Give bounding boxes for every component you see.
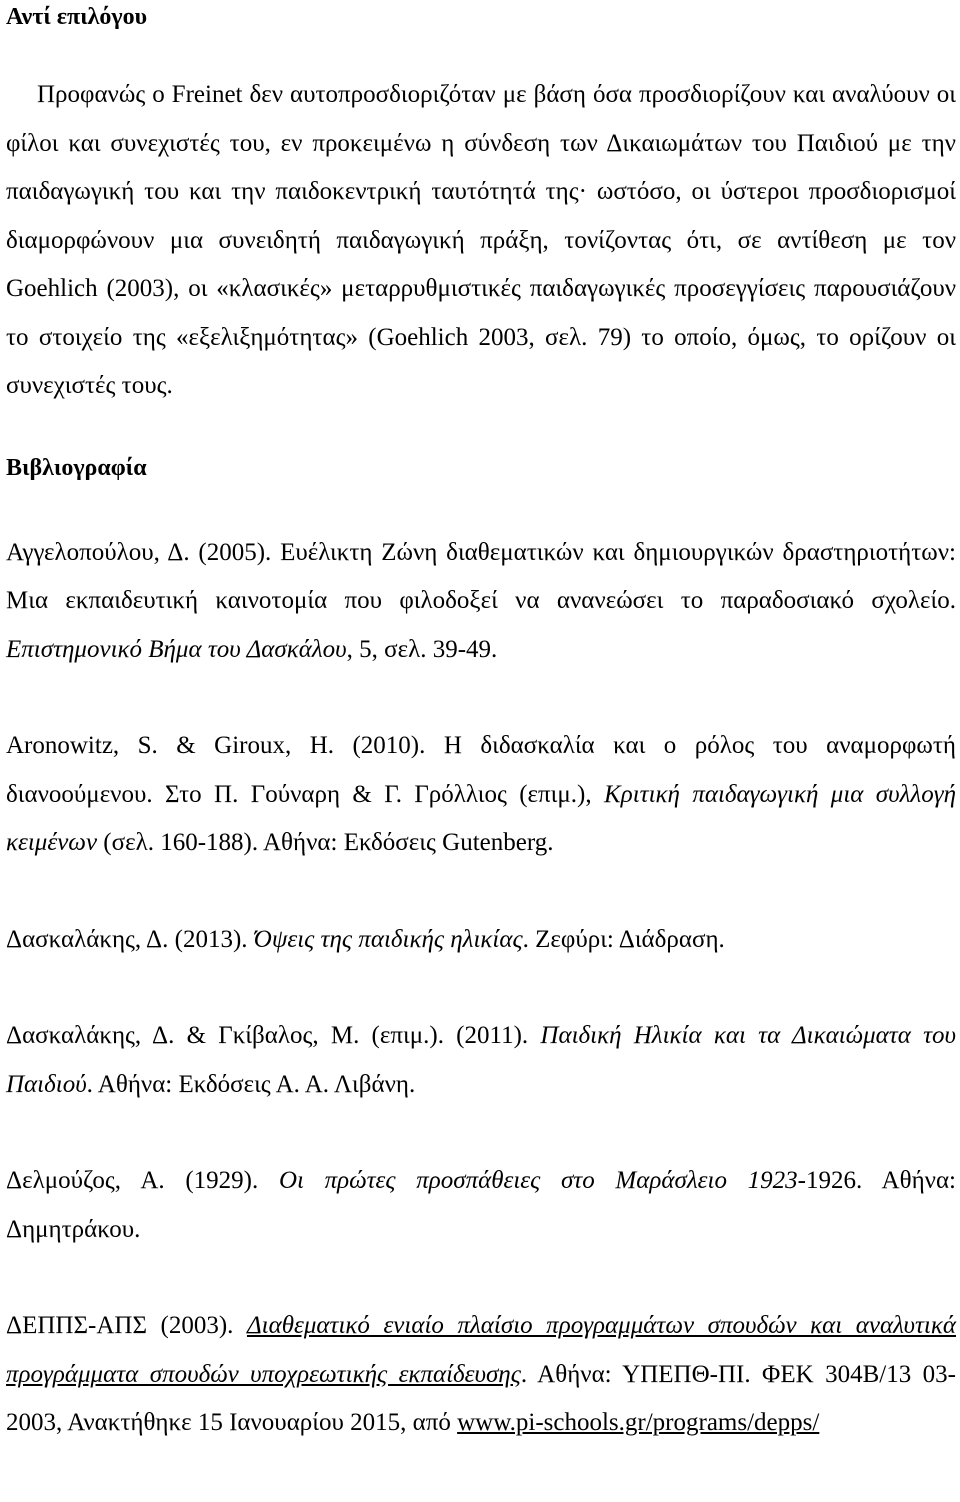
body-paragraph: Προφανώς ο Freinet δεν αυτοπροσδιοριζόταν με βάση όσα προσδιορίζουν και αναλύουν οι φίλοι και συνεχιστές του, εν προκειμένω η σύνδεση των Δικαιωμάτων του Παιδιού με την παιδαγωγική του και την παιδοκεντρική ταυτότητά της· ωστόσο, οι ύστεροι προσδιορισμοί διαμορφώνουν μια συνειδητή παιδαγωγική πράξη, τονίζοντας ότι, σε αντίθεση με τον Goehlich (2003), οι «κλασικές» μεταρρυθμιστικές παιδαγωγικές προσεγγίσεις παρουσιάζουν το στοιχείο της «εξελιξημότητας» (Goehlich 2003, σελ. 79) το οποίο, όμως, το ορίζουν οι συνεχιστές τους. [6, 81, 956, 399]
reference-link[interactable]: www.pi-schools.gr/programs/depps/ [457, 1409, 820, 1436]
section-heading: Αντί επιλόγου [6, 4, 148, 30]
bibliography-heading: Βιβλιογραφία [6, 454, 147, 481]
reference-source: Όψεις της παιδικής ηλικίας [253, 925, 523, 953]
reference-details: . Αθήνα: Εκδόσεις Α. Α. Λιβάνη. [86, 1070, 416, 1098]
reference-item [6, 1012, 956, 1109]
reference-item [6, 529, 956, 675]
reference-source: Επιστημονικό Βήμα του Δασκάλου [6, 635, 347, 663]
reference-details: -1926. Αθήνα: Δημητράκου. [6, 1167, 956, 1243]
reference-text: Δελμούζος, Α. (1929). [6, 1167, 279, 1194]
reference-item [6, 1157, 956, 1254]
reference-item [6, 1302, 956, 1448]
reference-text: Αγγελοπούλου, Δ. (2005). Ευέλικτη Ζώνη διαθεματικών και δημιουργικών δραστηριοτήτων: Μια εκπαιδευτική καινοτομία που φιλοδοξεί να ανανεώσει το παραδοσιακό σχολείο. [6, 538, 956, 614]
reference-source: Παιδική Ηλικία και τα Δικαιώματα του Παιδιού [6, 1022, 957, 1098]
reference-text: ΔΕΠΠΣ-ΑΠΣ (2003). [6, 1312, 247, 1339]
reference-item [6, 916, 956, 965]
reference-source: Κριτική παιδαγωγική μια συλλογή κειμένων [6, 780, 956, 856]
reference-details: . Ζεφύρι: Διάδραση. [522, 925, 725, 953]
reference-source: Οι πρώτες προσπάθειες στο Μαράσλειο 1923 [278, 1167, 798, 1194]
reference-details: (σελ. 160-188). Αθήνα: Εκδόσεις Gutenberg. [97, 829, 554, 856]
document-page [6, 0, 956, 1448]
reference-source: Διαθεματικό ενιαίο πλαίσιο προγραμμάτων σπουδών και αναλυτικά προγράμματα σπουδών υποχρεωτικής εκπαίδευσης [6, 1312, 956, 1388]
reference-text: Aronowitz, S. & Giroux, H. (2010). Η διδασκαλία και ο ρόλος του αναμορφωτή διανοούμενου. Στο Π. Γούναρη & Γ. Γρόλλιος (επιμ.), [6, 732, 956, 808]
reference-details: . Αθήνα: ΥΠΕΠΘ-ΠΙ. ΦΕΚ 304Β/13 03-2003, Ανακτήθηκε 15 Ιανουαρίου 2015, από [6, 1360, 956, 1436]
reference-item [6, 722, 956, 868]
reference-text: Δασκαλάκης, Δ. (2013). [6, 925, 254, 953]
reference-text: Δασκαλάκης, Δ. & Γκίβαλος, Μ. (επιμ.). (2011). [6, 1022, 541, 1049]
reference-details: , 5, σελ. 39-49. [346, 635, 498, 663]
